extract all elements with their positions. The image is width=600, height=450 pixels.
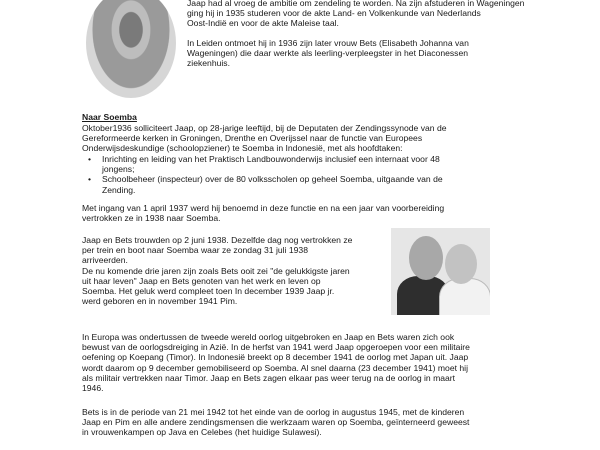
text-line: In Europa was ondertussen de tweede wereld oorlog uitgebroken en Jaap en Bets waren zich ook <box>82 332 455 342</box>
intro-paragraph <box>187 0 524 29</box>
text-line: per trein en boot naar Soemba waar ze zondag 31 juli 1938 <box>82 245 308 256</box>
internment-paragraph <box>82 407 469 438</box>
bullet-icon: • <box>88 174 92 185</box>
text-line: 1946. <box>82 383 104 394</box>
text-line: Oost-Indië en voor de akte Maleise taal. <box>187 18 339 29</box>
list-item <box>88 174 443 194</box>
text-line: als militair vertrekken naar Timor. Jaap en Bets zagen elkaar pas weer terug na de oorlog in maart <box>82 372 456 383</box>
text-line: arriveerden. <box>82 255 128 266</box>
wedding-paragraph <box>82 235 352 306</box>
war-paragraph <box>82 332 470 393</box>
text-line: Gereformeerde kerken in Groningen, Drenthe en Overijssel naar de functie van Europees <box>82 133 423 144</box>
wedding-photo <box>391 228 490 315</box>
text-line: Soemba. Het geluk werd compleet toen In december 1939 Jaap jr. <box>82 286 335 297</box>
text-line: oefening op Koepang (Timor). In Indonesië breekt op 8 december 1941 de oorlog met Japan uit. Jaap <box>82 352 469 363</box>
appointment-paragraph <box>82 203 444 223</box>
text-line: in vrouwenkampen op Java en Celebes (het huidige Sulawesi). <box>82 427 322 438</box>
portrait-photo <box>86 0 176 98</box>
text-line: bewust van de oorlogsdreiging in Azië. In de herfst van 1941 werd Jaap opgeroepen voor een militaire <box>82 342 470 353</box>
text-line: De nu komende drie jaren zijn zoals Bets ooit zei "de gelukkigste jaren <box>82 265 350 276</box>
bullet-icon: • <box>88 154 92 164</box>
text-line: In Leiden ontmoet hij in 1936 zijn later vrouw Bets (Elisabeth Johanna van <box>187 38 469 48</box>
text-line: werd geboren en in november 1941 Pim. <box>82 296 238 307</box>
text-line: Jaap en Pim en alle andere zendingsmensen die werkzaam waren op Soemba, geïnterneerd geweest <box>82 417 470 428</box>
text-line: Schoolbeheer (inspecteur) over de 80 volksscholen op geheel Soemba, uitgaande van de <box>102 174 443 185</box>
text-line: Onderwijsdeskundige (schoolopziener) te Soemba in Indonesië, met als hoofdtaken: <box>82 143 403 154</box>
section-heading: Naar Soemba <box>82 112 137 122</box>
leiden-paragraph <box>187 38 469 69</box>
text-line: jongens; <box>102 164 135 175</box>
text-line: Bets is in de periode van 21 mei 1942 tot het einde van de oorlog in augustus 1945, met de kinderen <box>82 407 465 417</box>
text-line: vertrokken ze in 1938 naar Soemba. <box>82 213 221 224</box>
text-line: ging hij in 1935 studeren voor de akte Land- en Volkenkunde van Nederlands <box>187 8 481 19</box>
text-line: Zending. <box>102 184 136 195</box>
task-list <box>88 154 443 195</box>
text-line: Jaap had al vroeg de ambitie om zendeling te worden. Na zijn afstuderen in Wageningen <box>187 0 525 8</box>
text-line: Met ingang van 1 april 1937 werd hij benoemd in deze functie en na een jaar van voorbereiding <box>82 203 445 213</box>
application-paragraph <box>82 123 447 154</box>
text-line: Oktober1936 solliciteert Jaap, op 28-jarige leeftijd, bij de Deputaten der Zendingssynode van de <box>82 123 447 133</box>
text-line: Inrichting en leiding van het Praktisch Landbouwonderwijs inclusief een internaat voor 48 <box>102 154 440 164</box>
list-item <box>88 154 443 174</box>
text-line: wordt daarom op 9 december gemobiliseerd op Soemba. Al snel daarna (23 december 1941) moet hij <box>82 362 468 373</box>
text-line: Jaap en Bets trouwden op 2 juni 1938. Dezelfde dag nog vertrokken ze <box>82 235 353 245</box>
text-line: Wageningen) die daar werkte als leerling-verpleegster in het Diaconessen <box>187 48 469 59</box>
text-line: ziekenhuis. <box>187 58 230 69</box>
text-line: uit haar leven" Jaap en Bets genoten van het werk en leven op <box>82 275 321 286</box>
